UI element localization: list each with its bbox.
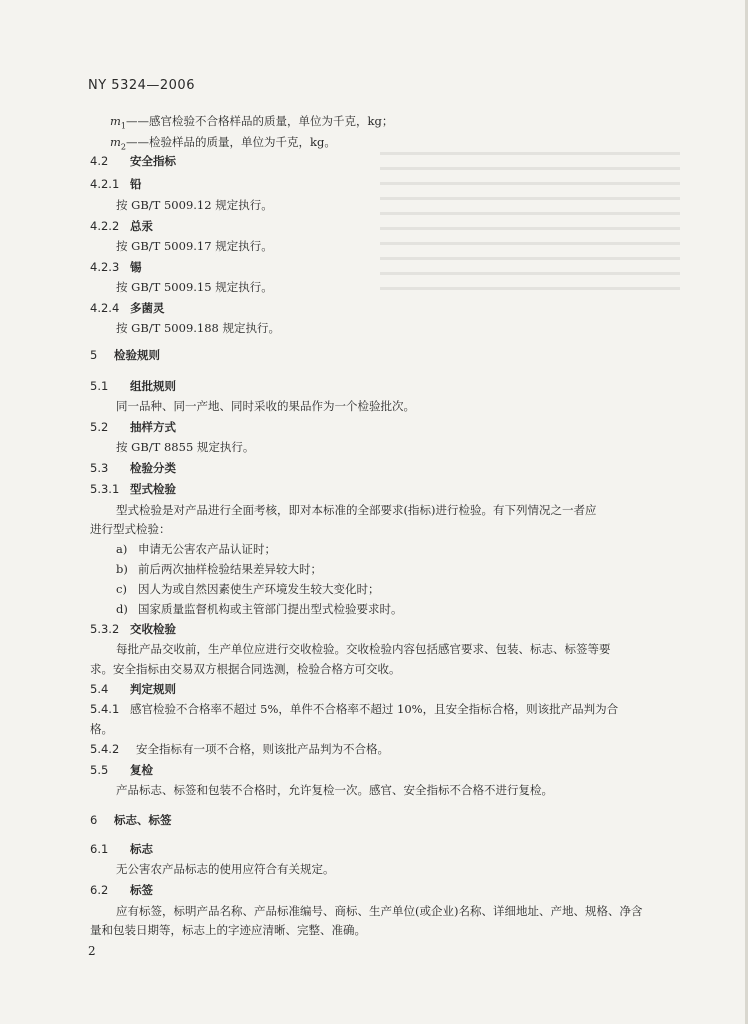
section-heading: 6.2 标签 (90, 883, 153, 897)
variable-m2: $m_2——$检验样品的质量，单位为千克，kg。 (110, 135, 336, 152)
paragraph: 型式检验是对产品进行全面考核，即对本标准的全部要求(指标)进行检验。有下列情况之一者应 (116, 503, 597, 517)
section-heading: 5.5 复检 (90, 763, 153, 777)
paragraph: 按 GB/T 5009.15 规定执行。 (116, 280, 273, 294)
section-heading: 4.2.1 铅 (90, 177, 142, 191)
paragraph: 量和包装日期等，标志上的字迹应清晰、完整、准确。 (90, 923, 366, 937)
section-heading: 5.1 组批规则 (90, 379, 176, 393)
list-item: d) 国家质量监督机构或主管部门提出型式检验要求时。 (116, 602, 403, 616)
paragraph: 5.4.1 感官检验不合格率不超过 5%，单件不合格率不超过 10%，且安全指标合格，则该批产品判为合 (90, 702, 619, 716)
paragraph: 按 GB/T 5009.188 规定执行。 (116, 321, 281, 335)
paragraph: 按 GB/T 5009.12 规定执行。 (116, 198, 273, 212)
list-item: a) 申请无公害农产品认证时； (116, 542, 276, 556)
list-item: b) 前后两次抽样检验结果差异较大时； (116, 562, 322, 576)
standard-code-header: NY 5324—2006 (88, 78, 195, 93)
section-heading: 4.2.2 总汞 (90, 219, 153, 233)
paragraph: 求。安全指标由交易双方根据合同选测，检验合格方可交收。 (90, 662, 401, 676)
section-heading: 6.1 标志 (90, 842, 153, 856)
list-item: c) 因人为或自然因素使生产环境发生较大变化时； (116, 582, 380, 596)
paragraph: 按 GB/T 5009.17 规定执行。 (116, 239, 273, 253)
paragraph: 进行型式检验： (90, 522, 171, 536)
section-heading: 5.3.2 交收检验 (90, 622, 176, 636)
paragraph: 5.4.2 安全指标有一项不合格，则该批产品判为不合格。 (90, 742, 389, 756)
section-heading: 5.3 检验分类 (90, 461, 176, 475)
paragraph: 同一品种、同一产地、同时采收的果品作为一个检验批次。 (116, 399, 415, 413)
section-heading: 5.4 判定规则 (90, 682, 176, 696)
section-heading: 4.2 安全指标 (90, 154, 176, 168)
paragraph: 每批产品交收前，生产单位应进行交收检验。交收检验内容包括感官要求、包装、标志、标签等要 (116, 642, 611, 656)
chapter-heading: 6 标志、标签 (90, 813, 172, 827)
paragraph: 产品标志、标签和包装不合格时，允许复检一次。感官、安全指标不合格不进行复检。 (116, 783, 553, 797)
chapter-heading: 5 检验规则 (90, 348, 160, 362)
section-heading: 4.2.3 锡 (90, 260, 142, 274)
section-heading: 5.3.1 型式检验 (90, 482, 176, 496)
paragraph: 应有标签，标明产品名称、产品标准编号、商标、生产单位(或企业)名称、详细地址、产地、规格、净含 (116, 904, 643, 918)
paragraph: 无公害农产品标志的使用应符合有关规定。 (116, 862, 335, 876)
paragraph: 按 GB/T 8855 规定执行。 (116, 440, 255, 454)
section-heading: 5.2 抽样方式 (90, 420, 176, 434)
paragraph: 格。 (90, 722, 113, 736)
page-number: 2 (88, 944, 96, 958)
section-heading: 4.2.4 多菌灵 (90, 301, 165, 315)
variable-m1: $m_1——$感官检验不合格样品的质量，单位为千克，kg； (110, 114, 394, 131)
